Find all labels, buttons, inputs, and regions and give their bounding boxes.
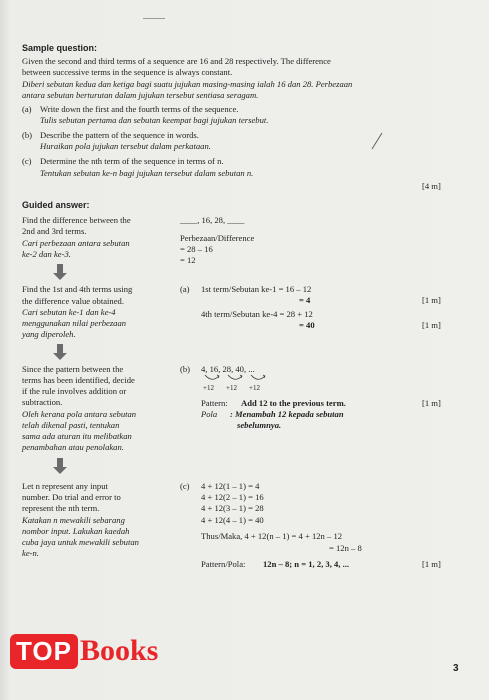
down-arrow-icon bbox=[53, 458, 67, 474]
part-c-malay: Tentukan sebutan ke-n bagi jujukan tersebut dalam sebutan n. bbox=[40, 168, 254, 178]
step3-text: subtraction. bbox=[22, 397, 63, 407]
step3-text-malay: sama ada aturan itu melibatkan bbox=[22, 431, 132, 441]
sequence-blanks: ____, 16, 28, ____ bbox=[180, 215, 245, 225]
step4-text-malay: cuba jaya untuk mewakili sebutan bbox=[22, 537, 139, 547]
step1-text: 2nd and 3rd terms. bbox=[22, 226, 87, 236]
first-term-calc: 1st term/Sebutan ke-1 = 16 – 12 bbox=[201, 284, 312, 294]
part-c-english: Determine the nth term of the sequence in terms of n. bbox=[40, 156, 224, 166]
question-line-malay: Diberi sebutan kedua dan ketiga bagi suatu jujukan masing-masing ialah 16 dan 28. Perbezaan bbox=[22, 79, 353, 89]
part-b-malay: Huraikan pola jujukan tersebut dalam perkataan. bbox=[40, 141, 211, 151]
pattern-malay: sebelumnya. bbox=[237, 420, 282, 430]
step3-text: if the rule involves addition or bbox=[22, 386, 127, 396]
step2-text-malay: yang diperoleh. bbox=[22, 329, 76, 339]
mark: [1 m] bbox=[422, 398, 441, 408]
step3-text: terms has been identified, decide bbox=[22, 375, 135, 385]
mark: [1 m] bbox=[422, 559, 441, 569]
trial-equation: 4 + 12(4 – 1) = 40 bbox=[201, 515, 264, 525]
general-term-derivation: Thus/Maka, 4 + 12(n – 1) = 4 + 12n – 12 bbox=[201, 531, 343, 541]
topbooks-logo bbox=[10, 634, 158, 669]
trial-equation: 4 + 12(3 – 1) = 28 bbox=[201, 503, 264, 513]
fourth-term-answer: = 40 bbox=[299, 320, 315, 330]
step4-text: represent the nth term. bbox=[22, 503, 100, 513]
fourth-term-calc: 4th term/Sebutan ke-4 = 28 + 12 bbox=[201, 309, 313, 319]
nth-term-answer: 12n – 8; n = 1, 2, 3, 4, ... bbox=[263, 559, 350, 569]
part-c-answer-label: (c) bbox=[180, 481, 190, 491]
part-a-answer-label: (a) bbox=[180, 284, 190, 294]
logo-top-text: TOP bbox=[10, 634, 78, 669]
question-line: between successive terms in the sequence is always constant. bbox=[22, 67, 233, 77]
sequence-terms: 4, 16, 28, 40, ... bbox=[201, 364, 255, 374]
part-b-label: (b) bbox=[22, 130, 33, 140]
down-arrow-icon bbox=[53, 344, 67, 360]
trial-equation: 4 + 12(2 – 1) = 16 bbox=[201, 492, 264, 502]
difference-calc: = 28 – 16 bbox=[180, 244, 213, 254]
step4-text: number. Do trial and error to bbox=[22, 492, 121, 502]
question-line: Given the second and third terms of a sequence are 16 and 28 respectively. The difference bbox=[22, 56, 331, 66]
first-term-answer: = 4 bbox=[299, 295, 311, 305]
step4-text-malay: ke-n. bbox=[22, 548, 39, 558]
difference-label: Perbezaan/Difference bbox=[180, 233, 255, 243]
down-arrow-icon bbox=[53, 264, 67, 280]
pattern-label: Pattern/Pola: bbox=[201, 559, 246, 569]
step1-text-malay: Cari perbezaan antara sebutan bbox=[22, 238, 130, 248]
difference-arcs-icon bbox=[202, 373, 272, 383]
logo-books-text: Books bbox=[79, 634, 159, 667]
pencil-tick-icon bbox=[370, 131, 384, 151]
pola-label: Pola bbox=[201, 409, 218, 419]
part-a-english: Write down the first and the fourth terms of the sequence. bbox=[40, 104, 239, 114]
page-number: 3 bbox=[453, 663, 459, 674]
pattern-english: Add 12 to the previous term. bbox=[241, 398, 346, 408]
step2-text: Find the 1st and 4th terms using bbox=[22, 284, 133, 294]
step3-text-malay: telah dikenal pasti, tentukan bbox=[22, 420, 120, 430]
step1-text-malay: ke-2 dan ke-3. bbox=[22, 249, 71, 259]
general-term-simplified: = 12n – 8 bbox=[329, 543, 362, 553]
pattern-label: Pattern: bbox=[201, 398, 228, 408]
question-line-malay: antara sebutan berturutan dalam jujukan tersebut sentiasa seragam. bbox=[22, 90, 259, 100]
mark: [1 m] bbox=[422, 295, 441, 305]
step2-text: the difference value obtained. bbox=[22, 296, 124, 306]
step2-text-malay: Cari sebutan ke-1 dan ke-4 bbox=[22, 307, 116, 317]
part-c-label: (c) bbox=[22, 156, 32, 166]
trial-equation: 4 + 12(1 – 1) = 4 bbox=[201, 481, 260, 491]
total-marks: [4 m] bbox=[422, 181, 441, 191]
scan-mark bbox=[143, 18, 165, 19]
step2-text-malay: menggunakan nilai perbezaan bbox=[22, 318, 127, 328]
part-a-label: (a) bbox=[22, 104, 32, 114]
step3-text-malay: penambahan atau penolakan. bbox=[22, 442, 124, 452]
difference-result: = 12 bbox=[180, 255, 196, 265]
part-b-answer-label: (b) bbox=[180, 364, 191, 374]
sample-question-heading: Sample question: bbox=[22, 43, 98, 53]
step-label: +12 bbox=[249, 384, 260, 392]
part-a-malay: Tulis sebutan pertama dan sebutan keempat bagi jujukan tersebut. bbox=[40, 115, 269, 125]
guided-answer-heading: Guided answer: bbox=[22, 200, 90, 210]
step1-text: Find the difference between the bbox=[22, 215, 131, 225]
part-b-english: Describe the pattern of the sequence in words. bbox=[40, 130, 199, 140]
step-label: +12 bbox=[226, 384, 237, 392]
step3-text: Since the pattern between the bbox=[22, 364, 124, 374]
mark: [1 m] bbox=[422, 320, 441, 330]
step4-text-malay: nombor input. Lakukan kaedah bbox=[22, 526, 130, 536]
step3-text-malay: Oleh kerana pola antara sebutan bbox=[22, 409, 137, 419]
step-label: +12 bbox=[203, 384, 214, 392]
step4-text: Let n represent any input bbox=[22, 481, 108, 491]
step4-text-malay: Katakan n mewakili sebarang bbox=[22, 515, 125, 525]
pattern-malay: : Menambah 12 kepada sebutan bbox=[230, 409, 344, 419]
